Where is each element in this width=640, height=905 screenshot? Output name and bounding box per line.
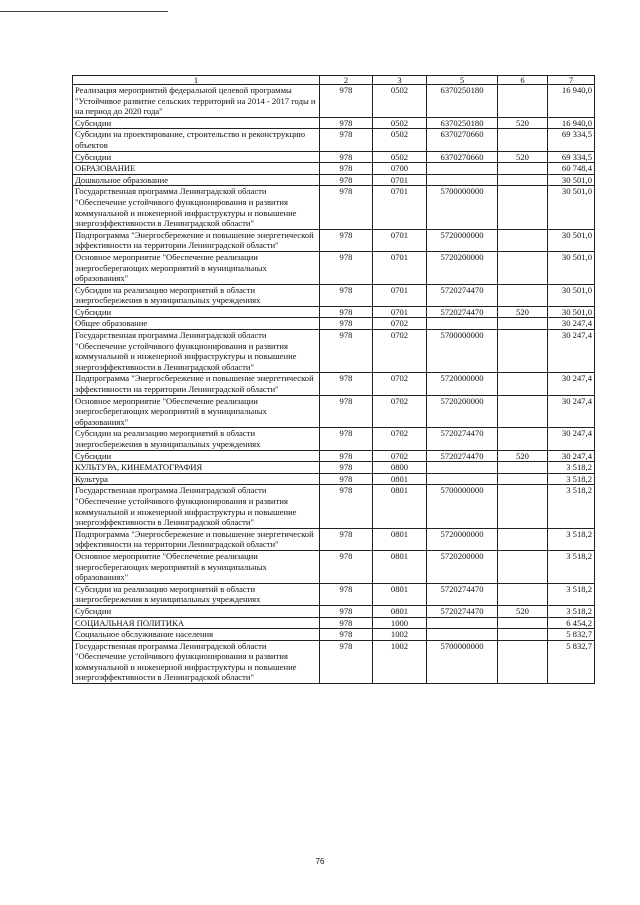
row-sum: 16 940,0 xyxy=(548,85,595,118)
row-name: Государственная программа Ленинградской области "Обеспечение устойчивого функционирования и развития коммунальной и инженерной инфраструктуры и повышение энергоэффективности в Ленинградской области" xyxy=(73,485,320,528)
table-row xyxy=(73,485,595,528)
row-gr: 978 xyxy=(320,462,373,474)
row-target: 6370270660 xyxy=(427,129,498,151)
row-sum: 60 748,4 xyxy=(548,163,595,175)
row-gr: 978 xyxy=(320,318,373,330)
row-name: Субсидии на проектирование, строительство и реконструкцию объектов xyxy=(73,129,320,151)
table-row xyxy=(73,605,595,617)
row-sum: 5 832,7 xyxy=(548,629,595,641)
row-target: 5720274470 xyxy=(427,583,498,605)
row-name: Государственная программа Ленинградской области "Обеспечение устойчивого функционирования и развития коммунальной и инженерной инфраструктуры и повышение энергоэффективности в Ленинградской области" xyxy=(73,186,320,229)
row-sum: 3 518,2 xyxy=(548,473,595,485)
row-name: Основное мероприятие "Обеспечение реализации энергосберегающих мероприятий в муниципальных образованиях" xyxy=(73,251,320,284)
row-type xyxy=(498,229,548,251)
row-name: КУЛЬТУРА, КИНЕМАТОГРАФИЯ xyxy=(73,462,320,474)
row-sum: 6 454,2 xyxy=(548,617,595,629)
row-name: Субсидии на реализацию мероприятий в области энергосбережения в муниципальных учреждениях xyxy=(73,583,320,605)
header-row xyxy=(73,76,595,85)
row-type: 520 xyxy=(498,605,548,617)
row-type: 520 xyxy=(498,450,548,462)
row-section: 1002 xyxy=(373,629,427,641)
page-number: 76 xyxy=(315,857,325,866)
row-target: 5720000000 xyxy=(427,229,498,251)
row-name: Субсидии xyxy=(73,306,320,318)
row-gr: 978 xyxy=(320,186,373,229)
row-target: 6370250180 xyxy=(427,117,498,129)
row-type xyxy=(498,284,548,306)
row-type xyxy=(498,550,548,583)
row-sum: 16 940,0 xyxy=(548,117,595,129)
row-type xyxy=(498,428,548,450)
row-sum: 69 334,5 xyxy=(548,129,595,151)
row-target xyxy=(427,617,498,629)
table-row xyxy=(73,229,595,251)
row-type xyxy=(498,174,548,186)
table-row xyxy=(73,129,595,151)
row-name: Дошкольное образование xyxy=(73,174,320,186)
row-target: 5720274470 xyxy=(427,428,498,450)
row-section: 0702 xyxy=(373,450,427,462)
header-col-type: 6 xyxy=(498,76,548,85)
row-name: Социальное обслуживание населения xyxy=(73,629,320,641)
table-row xyxy=(73,617,595,629)
row-section: 0502 xyxy=(373,85,427,118)
table-row xyxy=(73,251,595,284)
row-gr: 978 xyxy=(320,117,373,129)
table-row xyxy=(73,306,595,318)
row-target: 5700000000 xyxy=(427,485,498,528)
row-target xyxy=(427,473,498,485)
row-type xyxy=(498,583,548,605)
row-target: 6370270660 xyxy=(427,151,498,163)
row-target xyxy=(427,174,498,186)
header-col-sum: 7 xyxy=(548,76,595,85)
row-sum: 3 518,2 xyxy=(548,485,595,528)
row-name: Культура xyxy=(73,473,320,485)
table-row xyxy=(73,373,595,395)
table-row xyxy=(73,395,595,428)
row-sum: 30 247,4 xyxy=(548,330,595,373)
row-target: 5720274470 xyxy=(427,306,498,318)
row-section: 0702 xyxy=(373,330,427,373)
row-gr: 978 xyxy=(320,395,373,428)
row-name: Субсидии xyxy=(73,151,320,163)
row-type xyxy=(498,85,548,118)
table-row xyxy=(73,550,595,583)
row-section: 0701 xyxy=(373,306,427,318)
row-type xyxy=(498,163,548,175)
row-name: Субсидии xyxy=(73,450,320,462)
row-name: Подпрограмма "Энергосбережение и повышение энергетической эффективности на территории Ленинградской области" xyxy=(73,373,320,395)
row-target: 5700000000 xyxy=(427,330,498,373)
row-type xyxy=(498,617,548,629)
row-sum: 30 501,0 xyxy=(548,229,595,251)
row-gr: 978 xyxy=(320,284,373,306)
row-gr: 978 xyxy=(320,605,373,617)
header-col-target: 5 xyxy=(427,76,498,85)
row-name: Общее образование xyxy=(73,318,320,330)
row-target: 5720274470 xyxy=(427,605,498,617)
row-type xyxy=(498,251,548,284)
table-row xyxy=(73,473,595,485)
row-sum: 30 247,4 xyxy=(548,395,595,428)
row-name: СОЦИАЛЬНАЯ ПОЛИТИКА xyxy=(73,617,320,629)
row-gr: 978 xyxy=(320,129,373,151)
row-type xyxy=(498,473,548,485)
row-target: 6370250180 xyxy=(427,85,498,118)
row-gr: 978 xyxy=(320,640,373,683)
row-gr: 978 xyxy=(320,229,373,251)
row-section: 0701 xyxy=(373,229,427,251)
row-name: Подпрограмма "Энергосбережение и повышение энергетической эффективности на территории Ленинградской области" xyxy=(73,229,320,251)
row-sum: 30 247,4 xyxy=(548,318,595,330)
table-row xyxy=(73,151,595,163)
row-sum: 30 247,4 xyxy=(548,428,595,450)
row-target: 5720200000 xyxy=(427,550,498,583)
row-type: 520 xyxy=(498,306,548,318)
table-row xyxy=(73,583,595,605)
row-target: 5700000000 xyxy=(427,640,498,683)
table-row xyxy=(73,428,595,450)
row-gr: 978 xyxy=(320,174,373,186)
row-gr: 978 xyxy=(320,151,373,163)
row-type: 520 xyxy=(498,117,548,129)
row-target xyxy=(427,318,498,330)
table-row xyxy=(73,186,595,229)
row-section: 0702 xyxy=(373,395,427,428)
row-name: Основное мероприятие "Обеспечение реализации энергосберегающих мероприятий в муниципальных образованиях" xyxy=(73,550,320,583)
row-sum: 3 518,2 xyxy=(548,462,595,474)
row-section: 1002 xyxy=(373,640,427,683)
row-section: 0801 xyxy=(373,473,427,485)
row-section: 0502 xyxy=(373,117,427,129)
row-sum: 3 518,2 xyxy=(548,528,595,550)
row-type xyxy=(498,186,548,229)
row-sum: 3 518,2 xyxy=(548,605,595,617)
table-row xyxy=(73,318,595,330)
row-section: 0502 xyxy=(373,151,427,163)
row-section: 0702 xyxy=(373,318,427,330)
row-target: 5720200000 xyxy=(427,251,498,284)
row-gr: 978 xyxy=(320,629,373,641)
row-name: Субсидии xyxy=(73,605,320,617)
row-section: 0702 xyxy=(373,428,427,450)
row-type xyxy=(498,373,548,395)
table-row xyxy=(73,85,595,118)
row-sum: 30 501,0 xyxy=(548,251,595,284)
row-name: Субсидии на реализацию мероприятий в области энергосбережения в муниципальных учреждениях xyxy=(73,428,320,450)
row-name: Субсидии xyxy=(73,117,320,129)
row-section: 0701 xyxy=(373,186,427,229)
row-name: Государственная программа Ленинградской области "Обеспечение устойчивого функционирования и развития коммунальной и инженерной инфраструктуры и повышение энергоэффективности в Ленинградской области" xyxy=(73,330,320,373)
row-name: Реализация мероприятий федеральной целевой программы "Устойчивое развитие сельских территорий на 2014 - 2017 годы и на период до 2020 года" xyxy=(73,85,320,118)
row-type: 520 xyxy=(498,151,548,163)
top-rule xyxy=(0,11,168,12)
row-target: 5720200000 xyxy=(427,395,498,428)
row-section: 0801 xyxy=(373,550,427,583)
row-name: Подпрограмма "Энергосбережение и повышение энергетической эффективности на территории Ленинградской области" xyxy=(73,528,320,550)
row-sum: 30 501,0 xyxy=(548,174,595,186)
row-sum: 30 501,0 xyxy=(548,306,595,318)
row-gr: 978 xyxy=(320,163,373,175)
row-type xyxy=(498,129,548,151)
row-gr: 978 xyxy=(320,450,373,462)
row-type xyxy=(498,485,548,528)
row-section: 0701 xyxy=(373,174,427,186)
row-gr: 978 xyxy=(320,330,373,373)
row-type xyxy=(498,318,548,330)
row-sum: 30 247,4 xyxy=(548,373,595,395)
row-target: 5720274470 xyxy=(427,284,498,306)
row-type xyxy=(498,462,548,474)
row-sum: 3 518,2 xyxy=(548,550,595,583)
row-type xyxy=(498,629,548,641)
row-gr: 978 xyxy=(320,485,373,528)
row-name: Государственная программа Ленинградской области "Обеспечение устойчивого функционирования и развития коммунальной и инженерной инфраструктуры и повышение энергоэффективности в Ленинградской области" xyxy=(73,640,320,683)
row-section: 0801 xyxy=(373,605,427,617)
table-row xyxy=(73,629,595,641)
table-row xyxy=(73,640,595,683)
row-type xyxy=(498,528,548,550)
header-col-section: 3 xyxy=(373,76,427,85)
row-section: 0701 xyxy=(373,251,427,284)
row-target: 5700000000 xyxy=(427,186,498,229)
row-name: Субсидии на реализацию мероприятий в области энергосбережения в муниципальных учреждениях xyxy=(73,284,320,306)
row-section: 0502 xyxy=(373,129,427,151)
table-row xyxy=(73,174,595,186)
row-target xyxy=(427,462,498,474)
row-target: 5720274470 xyxy=(427,450,498,462)
row-gr: 978 xyxy=(320,550,373,583)
row-gr: 978 xyxy=(320,428,373,450)
row-gr: 978 xyxy=(320,251,373,284)
row-gr: 978 xyxy=(320,306,373,318)
row-section: 0702 xyxy=(373,373,427,395)
row-section: 0801 xyxy=(373,528,427,550)
header-col-gr: 2 xyxy=(320,76,373,85)
row-name: Основное мероприятие "Обеспечение реализации энергосберегающих мероприятий в муниципальных образованиях" xyxy=(73,395,320,428)
row-sum: 30 501,0 xyxy=(548,284,595,306)
row-type xyxy=(498,640,548,683)
row-target xyxy=(427,629,498,641)
table-row xyxy=(73,450,595,462)
row-section: 1000 xyxy=(373,617,427,629)
row-sum: 30 501,0 xyxy=(548,186,595,229)
table-row xyxy=(73,528,595,550)
table-row xyxy=(73,330,595,373)
row-section: 0801 xyxy=(373,485,427,528)
budget-table xyxy=(72,75,595,684)
row-sum: 3 518,2 xyxy=(548,583,595,605)
row-target: 5720000000 xyxy=(427,373,498,395)
row-type xyxy=(498,395,548,428)
row-section: 0800 xyxy=(373,462,427,474)
table-row xyxy=(73,462,595,474)
row-section: 0700 xyxy=(373,163,427,175)
row-gr: 978 xyxy=(320,528,373,550)
row-gr: 978 xyxy=(320,85,373,118)
row-gr: 978 xyxy=(320,473,373,485)
table-row xyxy=(73,163,595,175)
row-sum: 30 247,4 xyxy=(548,450,595,462)
row-section: 0701 xyxy=(373,284,427,306)
row-gr: 978 xyxy=(320,373,373,395)
row-section: 0801 xyxy=(373,583,427,605)
row-target: 5720000000 xyxy=(427,528,498,550)
row-gr: 978 xyxy=(320,617,373,629)
row-target xyxy=(427,163,498,175)
row-type xyxy=(498,330,548,373)
table-row xyxy=(73,117,595,129)
row-gr: 978 xyxy=(320,583,373,605)
row-sum: 5 832,7 xyxy=(548,640,595,683)
header-col-name: 1 xyxy=(73,76,320,85)
table-row xyxy=(73,284,595,306)
row-sum: 69 334,5 xyxy=(548,151,595,163)
row-name: ОБРАЗОВАНИЕ xyxy=(73,163,320,175)
